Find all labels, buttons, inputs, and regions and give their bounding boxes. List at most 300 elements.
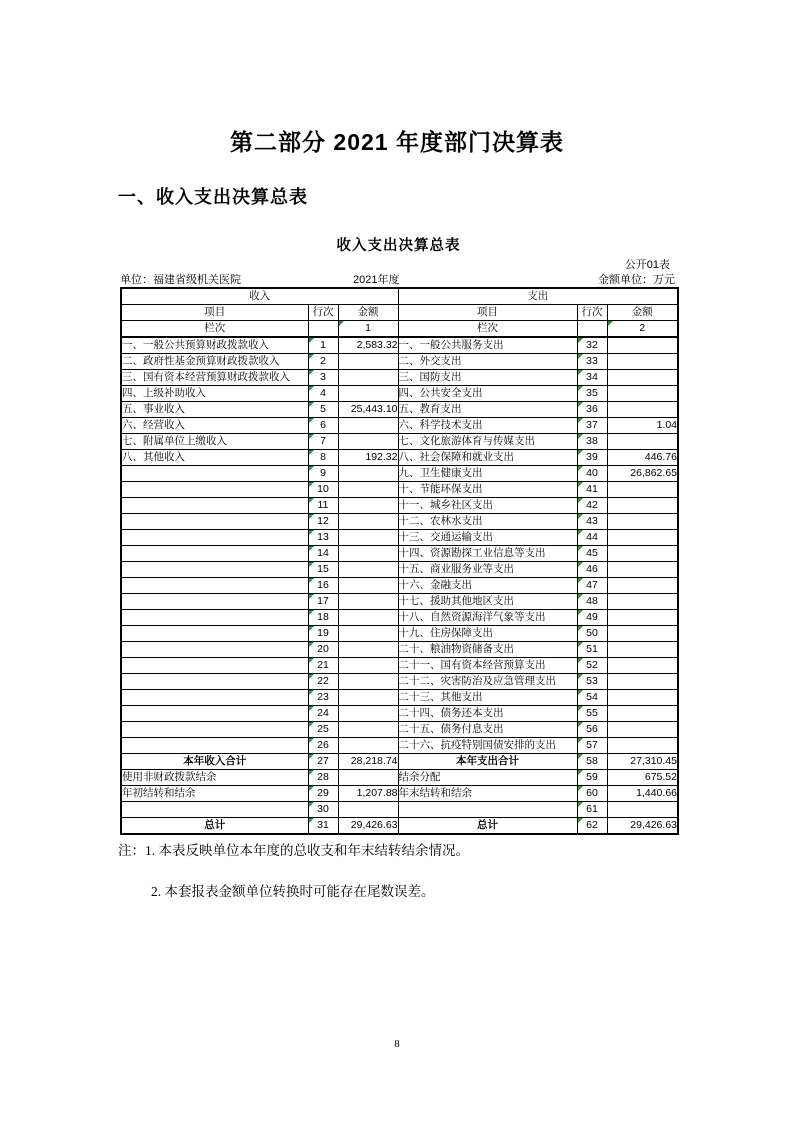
expense-amount-cell (607, 434, 678, 450)
expense-amount-cell: 1,440.66 (607, 786, 678, 802)
table-row (121, 674, 678, 690)
income-amount-cell (338, 434, 398, 450)
formula-marker-icon (309, 674, 314, 679)
income-item-cell (121, 802, 308, 818)
expense-rowno-value: 42 (586, 499, 598, 511)
expense-item-cell: 结余分配 (398, 770, 577, 786)
income-amount-cell (338, 594, 398, 610)
expense-rowno-value: 48 (586, 595, 598, 607)
table-row (121, 610, 678, 626)
income-item-cell (121, 546, 308, 562)
expense-rowno-cell (577, 642, 607, 658)
expense-rowno-cell (577, 594, 607, 610)
expense-item-cell: 二十、粮油物资储备支出 (398, 642, 577, 658)
formula-marker-icon (578, 530, 583, 535)
income-rowno-cell (308, 530, 338, 546)
expense-amount-cell (607, 337, 678, 354)
income-item-cell: 三、国有资本经营预算财政拨款收入 (121, 370, 308, 386)
formula-marker-icon (578, 562, 583, 567)
income-rowno-value: 30 (317, 803, 329, 815)
formula-marker-icon (578, 818, 583, 823)
income-item-cell: 年初结转和结余 (121, 786, 308, 802)
table-row (121, 754, 678, 770)
expense-rowno-cell (577, 337, 607, 354)
income-rowno-cell (308, 498, 338, 514)
expense-item-cell: 二十四、债务还本支出 (398, 706, 577, 722)
income-item-cell (121, 642, 308, 658)
expense-rowno-cell (577, 370, 607, 386)
formula-marker-icon (578, 610, 583, 615)
table-row (121, 466, 678, 482)
income-rowno-value: 20 (317, 643, 329, 655)
formula-marker-icon (578, 770, 583, 775)
formula-marker-icon (309, 802, 314, 807)
unit-label: 单位：福建省级机关医院 (120, 274, 241, 286)
table-row (121, 770, 678, 786)
income-amount-cell: 1,207.88 (338, 786, 398, 802)
income-rowno-header: 行次 (308, 305, 338, 321)
expense-rowno-cell (577, 354, 607, 370)
section-heading: 一、收入支出决算总表 (118, 187, 308, 207)
income-rowno-cell (308, 722, 338, 738)
table-row (121, 546, 678, 562)
expense-rowno-value: 62 (586, 819, 598, 831)
income-rowno-value: 23 (317, 691, 329, 703)
expense-amount-cell (607, 370, 678, 386)
expense-rowno-value: 32 (586, 339, 598, 351)
income-rowno-value: 29 (317, 787, 329, 799)
expense-amount-cell: 1.04 (607, 418, 678, 434)
table-column-header-row (121, 305, 678, 321)
income-item-cell: 五、事业收入 (121, 402, 308, 418)
income-colno-cell (338, 321, 398, 338)
table-row (121, 706, 678, 722)
income-item-cell: 八、其他收入 (121, 450, 308, 466)
formula-marker-icon (309, 482, 314, 487)
expense-item-cell: 十二、农林水支出 (398, 514, 577, 530)
income-rowno-cell (308, 434, 338, 450)
expense-rowno-value: 53 (586, 675, 598, 687)
formula-marker-icon (309, 690, 314, 695)
table-row (121, 626, 678, 642)
formula-marker-icon (578, 418, 583, 423)
expense-rowno-value: 36 (586, 403, 598, 415)
formula-marker-icon (578, 354, 583, 359)
income-amount-cell (338, 514, 398, 530)
expense-rowno-value: 34 (586, 371, 598, 383)
expense-amount-header: 金额 (607, 305, 678, 321)
income-rowno-value: 7 (320, 435, 326, 447)
expense-rowno-value: 35 (586, 387, 598, 399)
table-row (121, 530, 678, 546)
formula-marker-icon (578, 754, 583, 759)
income-rowno-cell (308, 786, 338, 802)
income-rowno-cell (308, 482, 338, 498)
formula-marker-icon (309, 418, 314, 423)
table-colnum-row (121, 321, 678, 338)
income-rowno-value: 17 (317, 595, 329, 607)
table-half-header-row (121, 288, 678, 305)
income-rowno-value: 16 (317, 579, 329, 591)
income-rowno-value: 18 (317, 611, 329, 623)
income-item-cell (121, 466, 308, 482)
table-row (121, 418, 678, 434)
income-amount-cell (338, 610, 398, 626)
income-amount-cell: 192.32 (338, 450, 398, 466)
expense-item-cell: 五、教育支出 (398, 402, 577, 418)
expense-rowno-cell (577, 386, 607, 402)
note-line-2: 2. 本套报表金额单位转换时可能存在尾数误差。 (151, 884, 435, 899)
income-rowno-cell (308, 370, 338, 386)
income-amount-cell (338, 562, 398, 578)
expense-amount-cell (607, 690, 678, 706)
formula-marker-icon (309, 578, 314, 583)
income-rowno-value: 10 (317, 483, 329, 495)
expense-rowno-cell (577, 418, 607, 434)
expense-rowno-cell (577, 402, 607, 418)
income-rowno-cell (308, 354, 338, 370)
income-item-cell (121, 706, 308, 722)
expense-rowno-value: 50 (586, 627, 598, 639)
expense-rowno-value: 37 (586, 419, 598, 431)
formula-marker-icon (309, 722, 314, 727)
income-amount-cell (338, 370, 398, 386)
income-amount-cell (338, 546, 398, 562)
page-number: 8 (394, 1038, 400, 1050)
table-notes (118, 839, 469, 900)
income-rowno-value: 28 (317, 771, 329, 783)
formula-marker-icon (578, 642, 583, 647)
income-rowno-cell (308, 594, 338, 610)
income-rowno-value: 15 (317, 563, 329, 575)
income-item-cell (121, 514, 308, 530)
income-amount-header: 金额 (338, 305, 398, 321)
expense-rowno-value: 59 (586, 771, 598, 783)
table-row (121, 482, 678, 498)
formula-marker-icon (578, 690, 583, 695)
expense-amount-cell (607, 594, 678, 610)
formula-marker-icon (309, 370, 314, 375)
expense-item-cell: 十四、资源勘探工业信息等支出 (398, 546, 577, 562)
amount-unit-label: 金额单位：万元 (598, 274, 675, 286)
expense-amount-cell (607, 706, 678, 722)
expense-amount-cell (607, 562, 678, 578)
income-rowno-value: 4 (320, 387, 326, 399)
expense-amount-cell (607, 498, 678, 514)
expense-rowno-value: 56 (586, 723, 598, 735)
income-rowno-cell (308, 626, 338, 642)
expense-rowno-value: 57 (586, 739, 598, 751)
income-rowno-value: 6 (320, 419, 326, 431)
expense-amount-cell (607, 578, 678, 594)
expense-rowno-cell (577, 466, 607, 482)
expense-header-cell: 支出 (398, 288, 678, 305)
expense-rowno-cell (577, 450, 607, 466)
formula-marker-icon (309, 546, 314, 551)
formula-marker-icon (309, 642, 314, 647)
expense-item-cell: 十九、住房保障支出 (398, 626, 577, 642)
income-item-cell (121, 658, 308, 674)
expense-item-cell: 本年支出合计 (398, 754, 577, 770)
expense-colno-cell (607, 321, 678, 338)
formula-marker-icon (309, 626, 314, 631)
income-amount-cell (338, 690, 398, 706)
income-item-cell (121, 482, 308, 498)
table-row (121, 498, 678, 514)
expense-rowno-cell (577, 626, 607, 642)
income-rowno-value: 5 (320, 403, 326, 415)
table-body (121, 337, 678, 834)
income-amount-cell (338, 482, 398, 498)
income-item-cell: 使用非财政拨款结余 (121, 770, 308, 786)
expense-rowno-value: 47 (586, 579, 598, 591)
expense-amount-cell (607, 738, 678, 754)
expense-item-cell: 九、卫生健康支出 (398, 466, 577, 482)
income-rowno-cell (308, 690, 338, 706)
expense-item-cell: 八、社会保障和就业支出 (398, 450, 577, 466)
formula-marker-icon (578, 786, 583, 791)
expense-amount-cell (607, 674, 678, 690)
income-item-header: 项目 (121, 305, 308, 321)
income-amount-cell: 25,443.10 (338, 402, 398, 418)
expense-item-cell: 三、国防支出 (398, 370, 577, 386)
expense-item-cell: 十八、自然资源海洋气象等支出 (398, 610, 577, 626)
expense-amount-cell (607, 642, 678, 658)
formula-marker-icon (578, 514, 583, 519)
table-row (121, 354, 678, 370)
income-item-cell: 二、政府性基金预算财政拨款收入 (121, 354, 308, 370)
income-amount-cell (338, 658, 398, 674)
formula-marker-icon (309, 658, 314, 663)
expense-item-cell: 总计 (398, 818, 577, 835)
formula-marker-icon (578, 578, 583, 583)
expense-rowno-value: 46 (586, 563, 598, 575)
table-code-label: 公开01表 (624, 259, 670, 271)
expense-rowno-value: 44 (586, 531, 598, 543)
formula-marker-icon (578, 722, 583, 727)
expense-item-cell: 二十一、国有资本经营预算支出 (398, 658, 577, 674)
income-rowno-value: 26 (317, 739, 329, 751)
formula-marker-icon (309, 338, 314, 343)
expense-rowno-cell (577, 514, 607, 530)
income-amount-cell (338, 354, 398, 370)
expense-rowno-cell (577, 786, 607, 802)
income-amount-cell (338, 674, 398, 690)
note-line-1: 注：1. 本表反映单位本年度的总收支和年末结转结余情况。 (118, 843, 469, 858)
expense-item-cell: 二十五、债务付息支出 (398, 722, 577, 738)
formula-marker-icon (309, 786, 314, 791)
table-row (121, 386, 678, 402)
table-row (121, 642, 678, 658)
formula-marker-icon (309, 738, 314, 743)
expense-amount-cell (607, 722, 678, 738)
income-amount-cell (338, 626, 398, 642)
income-rowno-cell (308, 337, 338, 354)
expense-amount-cell (607, 514, 678, 530)
expense-item-cell: 十七、援助其他地区支出 (398, 594, 577, 610)
formula-marker-icon (578, 386, 583, 391)
expense-rowno-value: 60 (586, 787, 598, 799)
expense-rowno-value: 38 (586, 435, 598, 447)
income-item-cell (121, 530, 308, 546)
table-row (121, 690, 678, 706)
income-rowno-cell (308, 706, 338, 722)
expense-rowno-value: 52 (586, 659, 598, 671)
expense-rowno-cell (577, 690, 607, 706)
expense-rowno-value: 45 (586, 547, 598, 559)
income-rowno-value: 22 (317, 675, 329, 687)
expense-rowno-cell (577, 482, 607, 498)
table-row (121, 818, 678, 835)
income-rowno-cell (308, 674, 338, 690)
income-rowno-value: 11 (317, 499, 329, 511)
expense-rowno-cell (577, 578, 607, 594)
formula-marker-icon (309, 706, 314, 711)
expense-rowno-value: 40 (586, 467, 598, 479)
income-amount-cell (338, 722, 398, 738)
expense-amount-cell (607, 386, 678, 402)
income-rowno-cell (308, 610, 338, 626)
income-item-cell (121, 578, 308, 594)
income-amount-cell (338, 642, 398, 658)
income-rowno-value: 27 (317, 755, 329, 767)
income-rowno-cell (308, 386, 338, 402)
expense-amount-cell (607, 482, 678, 498)
income-amount-cell (338, 498, 398, 514)
expense-rowno-value: 58 (586, 755, 598, 767)
income-colno-value: 1 (365, 322, 371, 334)
income-rowno-cell (308, 658, 338, 674)
expense-rowno-value: 55 (586, 707, 598, 719)
table-row (121, 337, 678, 354)
expense-amount-cell: 446.76 (607, 450, 678, 466)
table-row (121, 658, 678, 674)
formula-marker-icon (578, 498, 583, 503)
page-title: 第二部分 2021 年度部门决算表 (230, 129, 564, 155)
table-row (121, 370, 678, 386)
formula-marker-icon (578, 626, 583, 631)
income-item-cell (121, 722, 308, 738)
income-item-cell (121, 610, 308, 626)
table-title: 收入支出决算总表 (336, 238, 461, 254)
income-amount-cell (338, 530, 398, 546)
income-rowno-cell (308, 450, 338, 466)
formula-marker-icon (578, 434, 583, 439)
income-item-cell: 总计 (121, 818, 308, 835)
expense-item-cell: 七、文化旅游体育与传媒支出 (398, 434, 577, 450)
expense-rowno-cell (577, 498, 607, 514)
expense-amount-cell (607, 402, 678, 418)
income-rowno-value: 12 (317, 515, 329, 527)
income-item-cell (121, 690, 308, 706)
income-rowno-value: 24 (317, 707, 329, 719)
expense-rowno-value: 49 (586, 611, 598, 623)
expense-amount-cell (607, 546, 678, 562)
table-row (121, 802, 678, 818)
expense-item-cell: 二十六、抗疫特别国债安排的支出 (398, 738, 577, 754)
income-rowno-value: 3 (320, 371, 326, 383)
income-rowno-cell (308, 802, 338, 818)
expense-item-cell: 十一、城乡社区支出 (398, 498, 577, 514)
table-meta-row (120, 271, 677, 287)
income-rowno-cell (308, 546, 338, 562)
formula-marker-icon (309, 818, 314, 823)
formula-marker-icon (578, 402, 583, 407)
income-amount-cell (338, 466, 398, 482)
income-rowno-value: 31 (317, 819, 329, 831)
income-item-cell (121, 594, 308, 610)
income-rowno-cell (308, 818, 338, 835)
income-amount-cell (338, 578, 398, 594)
expense-rowno-cell (577, 674, 607, 690)
expense-amount-cell (607, 802, 678, 818)
expense-rowno-cell (577, 754, 607, 770)
expense-amount-cell (607, 354, 678, 370)
expense-rowno-value: 54 (586, 691, 598, 703)
expense-rowno-value: 39 (586, 451, 598, 463)
income-rowno-cell (308, 738, 338, 754)
income-lanci-empty-cell (308, 321, 338, 338)
expense-rowno-value: 41 (586, 483, 598, 495)
income-item-cell (121, 674, 308, 690)
expense-rowno-value: 61 (586, 803, 598, 815)
expense-item-cell: 十五、商业服务业等支出 (398, 562, 577, 578)
table-row (121, 786, 678, 802)
income-rowno-value: 19 (317, 627, 329, 639)
income-amount-cell (338, 386, 398, 402)
expense-item-cell: 一、一般公共服务支出 (398, 337, 577, 354)
formula-marker-icon (578, 482, 583, 487)
expense-amount-cell (607, 610, 678, 626)
expense-amount-cell: 27,310.45 (607, 754, 678, 770)
income-amount-cell: 29,426.63 (338, 818, 398, 835)
income-rowno-value: 14 (317, 547, 329, 559)
expense-rowno-cell (577, 546, 607, 562)
formula-marker-icon (309, 434, 314, 439)
expense-rowno-cell (577, 802, 607, 818)
formula-marker-icon (578, 546, 583, 551)
formula-marker-icon (309, 530, 314, 535)
income-rowno-value: 21 (317, 659, 329, 671)
expense-rowno-cell (577, 562, 607, 578)
expense-rowno-cell (577, 738, 607, 754)
income-item-cell (121, 626, 308, 642)
expense-item-cell: 十三、交通运输支出 (398, 530, 577, 546)
income-item-cell (121, 498, 308, 514)
formula-marker-icon (309, 498, 314, 503)
income-amount-cell (338, 802, 398, 818)
expense-item-header: 项目 (398, 305, 577, 321)
income-rowno-cell (308, 466, 338, 482)
income-item-cell: 四、上级补助收入 (121, 386, 308, 402)
formula-marker-icon (578, 450, 583, 455)
expense-rowno-cell (577, 658, 607, 674)
income-item-cell (121, 562, 308, 578)
expense-item-cell: 十、节能环保支出 (398, 482, 577, 498)
income-rowno-value: 25 (317, 723, 329, 735)
formula-marker-icon (578, 674, 583, 679)
income-rowno-value: 13 (317, 531, 329, 543)
income-rowno-cell (308, 642, 338, 658)
expense-item-cell: 二十三、其他支出 (398, 690, 577, 706)
formula-marker-icon (309, 402, 314, 407)
table-row (121, 578, 678, 594)
income-amount-cell (338, 418, 398, 434)
formula-marker-icon (309, 354, 314, 359)
income-rowno-cell (308, 578, 338, 594)
expense-amount-cell: 26,862.65 (607, 466, 678, 482)
formula-marker-icon (578, 802, 583, 807)
